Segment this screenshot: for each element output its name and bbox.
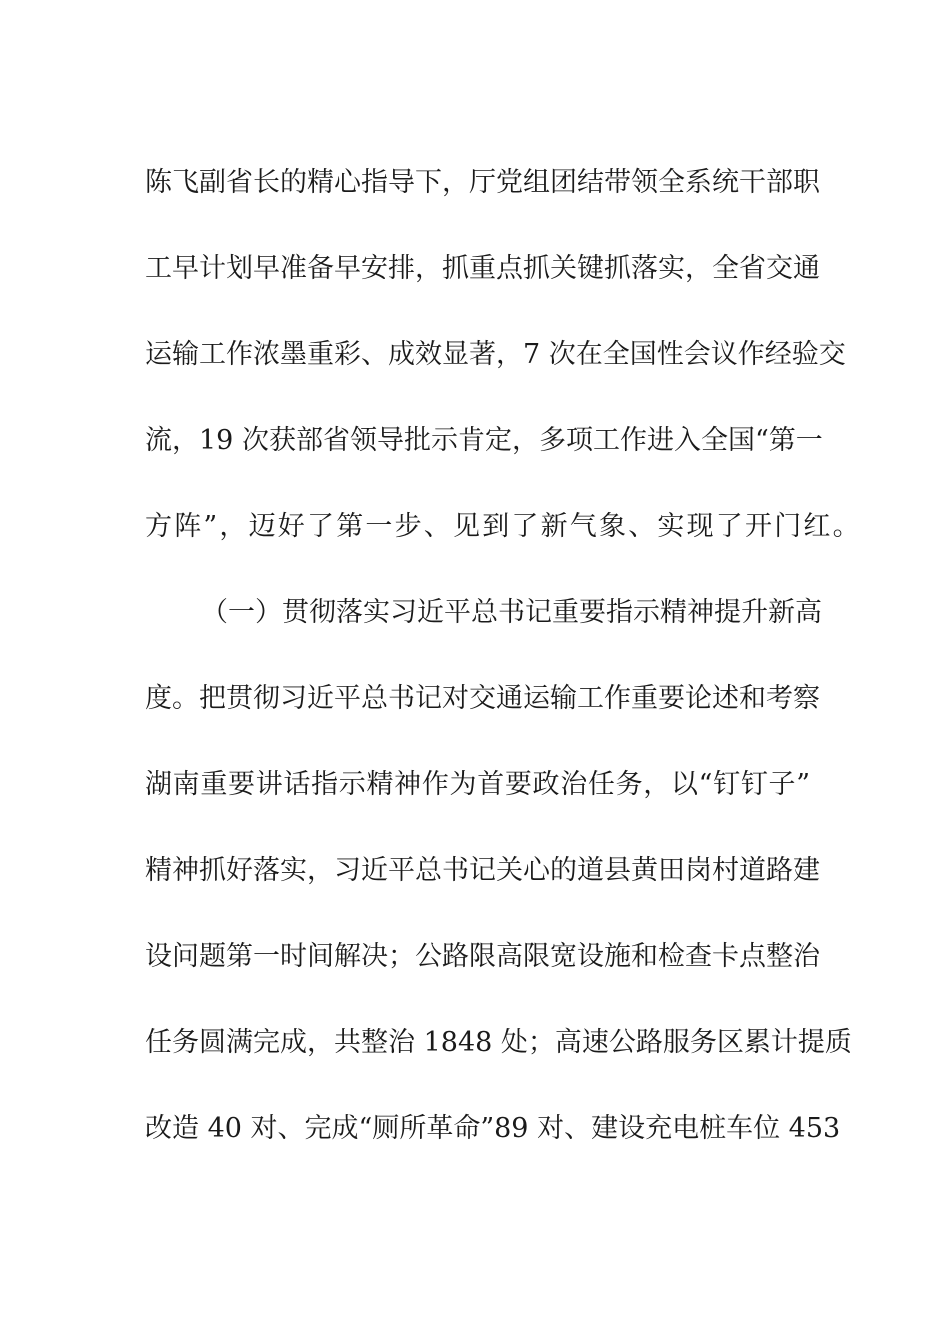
text-line-7: 度。把贯彻习近平总书记对交通运输工作重要论述和考察 xyxy=(145,683,820,714)
text-line-10: 设问题第一时间解决；公路限高限宽设施和检查卡点整治 xyxy=(145,941,820,972)
section-heading-line: （一）贯彻落实习近平总书记重要指示精神提升新高 xyxy=(201,597,822,628)
body-text xyxy=(145,140,862,1172)
text-line-3: 运输工作浓墨重彩、成效显著，7 次在全国性会议作经验交 xyxy=(145,339,846,370)
text-line-5: 方阵”，迈好了第一步、见到了新气象、实现了开门红。 xyxy=(145,511,862,542)
text-line-9: 精神抓好落实，习近平总书记关心的道县黄田岗村道路建 xyxy=(145,855,820,886)
text-line-12: 改造 40 对、完成“厕所革命”89 对、建设充电桩车位 453 xyxy=(145,1113,841,1144)
text-line-11: 任务圆满完成，共整治 1848 处；高速公路服务区累计提质 xyxy=(145,1027,852,1058)
text-line-1: 陈飞副省长的精心指导下，厅党组团结带领全系统干部职 xyxy=(145,167,820,198)
text-line-8: 湖南重要讲话指示精神作为首要政治任务，以“钉钉子” xyxy=(145,769,810,800)
text-line-2: 工早计划早准备早安排，抓重点抓关键抓落实，全省交通 xyxy=(145,253,820,284)
text-line-4: 流，19 次获部省领导批示肯定，多项工作进入全国“第一 xyxy=(145,425,823,456)
